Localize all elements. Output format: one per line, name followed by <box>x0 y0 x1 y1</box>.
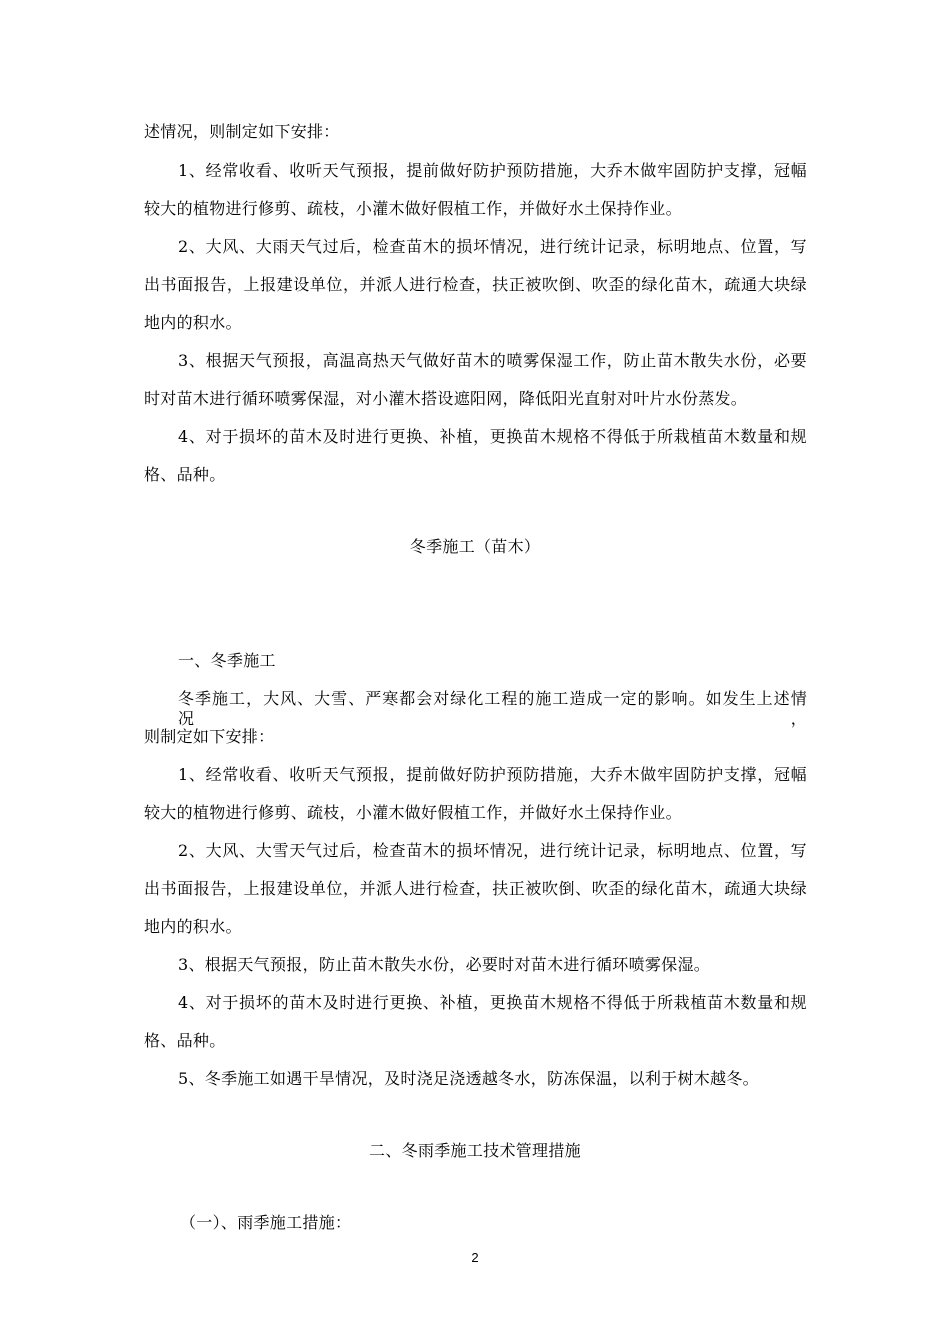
section-heading: 一、冬季施工 <box>178 651 276 670</box>
list-item-line: 3、根据天气预报，高温高热天气做好苗木的喷雾保湿工作，防止苗木散失水份，必要 <box>178 351 807 370</box>
list-item-line: 较大的植物进行修剪、疏枝，小灌木做好假植工作，并做好水土保持作业。 <box>144 803 682 822</box>
paragraph-line: 则制定如下安排： <box>144 727 275 746</box>
subsection-heading: （一）、雨季施工措施： <box>180 1213 352 1232</box>
list-item-line: 3、根据天气预报，防止苗木散失水份，必要时对苗木进行循环喷雾保湿。 <box>178 955 711 974</box>
list-item-line: 出书面报告，上报建设单位，并派人进行检查，扶正被吹倒、吹歪的绿化苗木，疏通大块绿 <box>144 275 807 294</box>
list-item-line: 2、大风、大雨天气过后，检查苗木的损坏情况，进行统计记录，标明地点、位置，写 <box>178 237 807 256</box>
list-item-line: 地内的积水。 <box>144 313 242 332</box>
list-item-line: 1、经常收看、收听天气预报，提前做好防护预防措施，大乔木做牢固防护支撑，冠幅 <box>178 765 807 784</box>
list-item-line: 较大的植物进行修剪、疏枝，小灌木做好假植工作，并做好水土保持作业。 <box>144 199 682 218</box>
list-item-line: 1、经常收看、收听天气预报，提前做好防护预防措施，大乔木做牢固防护支撑，冠幅 <box>178 161 807 180</box>
paragraph-line: 述情况，则制定如下安排： <box>144 122 340 141</box>
list-item-line: 时对苗木进行循环喷雾保湿，对小灌木搭设遮阳网，降低阳光直射对叶片水份蒸发。 <box>144 389 748 408</box>
section-title: 冬季施工（苗木） <box>409 537 541 556</box>
paragraph-line: 冬季施工，大风、大雪、严寒都会对绿化工程的施工造成一定的影响。如发生上述情况， <box>178 689 807 728</box>
list-item-line: 4、对于损坏的苗木及时进行更换、补植，更换苗木规格不得低于所栽植苗木数量和规 <box>178 427 807 446</box>
page-number: 2 <box>471 1250 479 1265</box>
list-item-line: 2、大风、大雪天气过后，检查苗木的损坏情况，进行统计记录，标明地点、位置，写 <box>178 841 807 860</box>
list-item-line: 地内的积水。 <box>144 917 242 936</box>
subsection-title: 二、冬雨季施工技术管理措施 <box>369 1141 581 1160</box>
list-item-line: 4、对于损坏的苗木及时进行更换、补植，更换苗木规格不得低于所栽植苗木数量和规 <box>178 993 807 1012</box>
list-item-line: 出书面报告，上报建设单位，并派人进行检查，扶正被吹倒、吹歪的绿化苗木，疏通大块绿 <box>144 879 807 898</box>
list-item-line: 5、冬季施工如遇干旱情况，及时浇足浇透越冬水，防冻保温，以利于树木越冬。 <box>178 1069 759 1088</box>
list-item-line: 格、品种。 <box>144 465 226 484</box>
list-item-line: 格、品种。 <box>144 1031 226 1050</box>
